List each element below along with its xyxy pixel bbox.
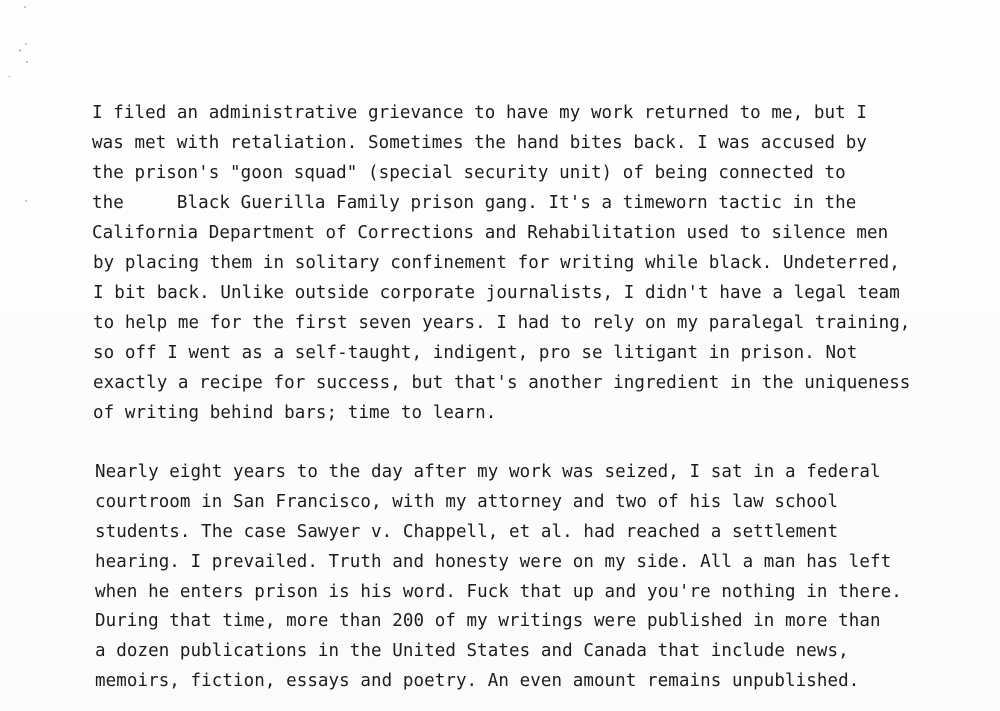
text-line: I bit back. Unlike outside corporate journalists, I didn't have a legal team: [93, 283, 900, 303]
text-line: I filed an administrative grievance to have my work returned to me, but I: [92, 103, 867, 123]
text-line: the prison's "goon squad" (special security unit) of being connected to: [92, 163, 846, 183]
text-line: California Department of Corrections and Rehabilitation used to silence men: [92, 223, 889, 243]
text-line: by placing them in solitary confinement for writing while black. Undeterred,: [93, 253, 900, 273]
text-line: memoirs, fiction, essays and poetry. An even amount remains unpublished.: [95, 671, 860, 691]
text-line: of writing behind bars; time to learn.: [93, 403, 497, 423]
text-line: students. The case Sawyer v. Chappell, et al. had reached a settlement: [95, 522, 839, 542]
text-line: a dozen publications in the United States and Canada that include news,: [95, 641, 849, 661]
text-line: the Black Guerilla Family prison gang. It's a timeworn tactic in the: [92, 193, 857, 213]
text-line: was met with retaliation. Sometimes the hand bites back. I was accused by: [92, 133, 867, 153]
text-line: to help me for the first seven years. I had to rely on my paralegal training,: [93, 313, 911, 333]
text-line: so off I went as a self-taught, indigent, pro se litigant in prison. Not: [93, 343, 858, 363]
text-line: when he enters prison is his word. Fuck that up and you're nothing in there.: [95, 582, 902, 602]
text-line: courtroom in San Francisco, with my attorney and two of his law school: [95, 492, 839, 512]
text-line: During that time, more than 200 of my writings were published in more than: [95, 611, 881, 631]
text-line: exactly a recipe for success, but that's another ingredient in the uniqueness: [93, 373, 911, 393]
text-line: Nearly eight years to the day after my work was seized, I sat in a federal: [95, 462, 881, 482]
text-line: hearing. I prevailed. Truth and honesty were on my side. All a man has left: [95, 552, 892, 572]
